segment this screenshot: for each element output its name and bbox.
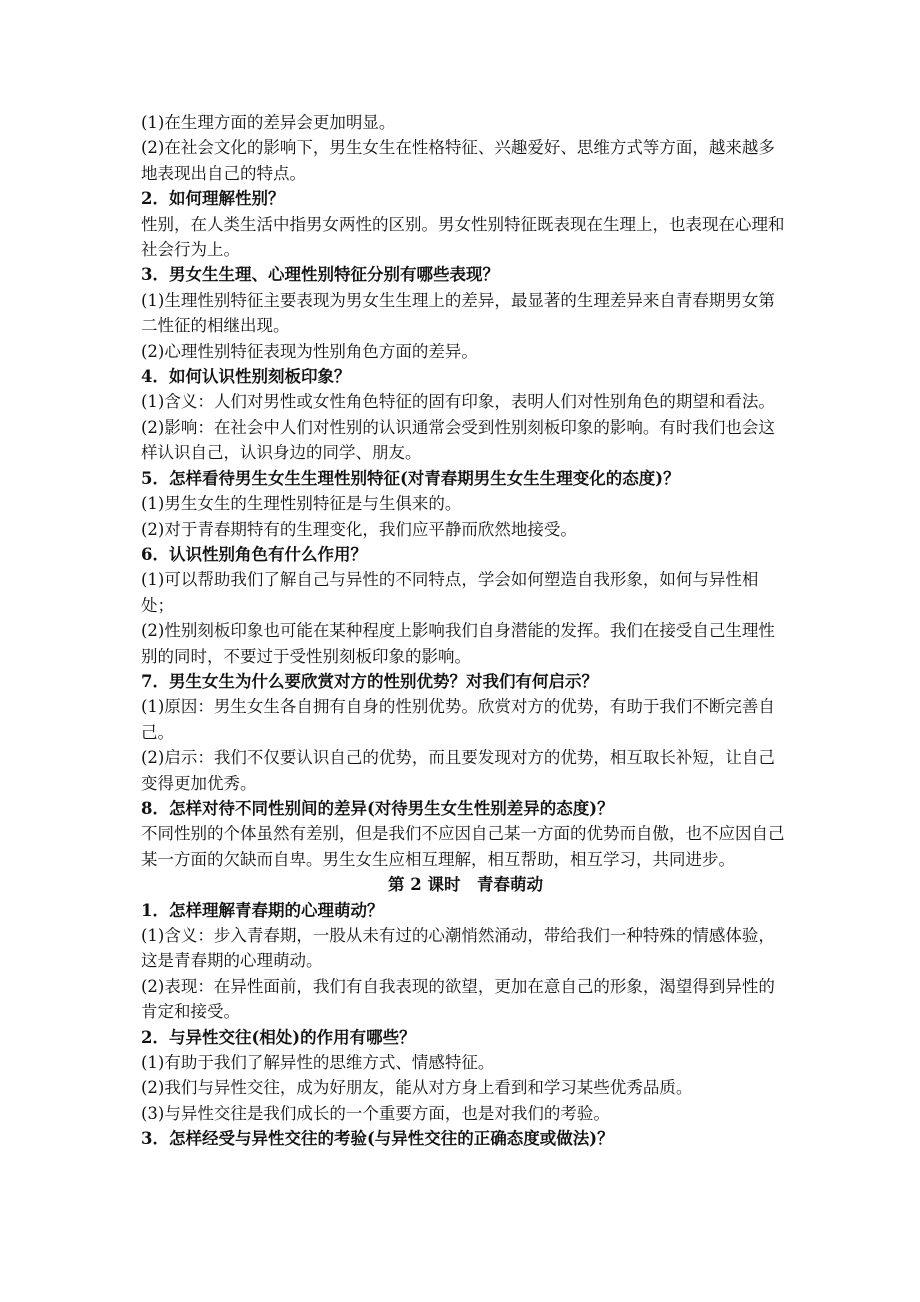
answer-paragraph: (2)表现：在异性面前，我们有自我表现的欲望，更加在意自己的形象，渴望得到异性的肯定和接受。 [141, 976, 775, 1022]
question-heading: 1．怎样理解青春期的心理萌动？ [141, 900, 384, 920]
question-heading: 3．男女生生理、心理性别特征分别有哪些表现？ [141, 265, 499, 285]
answer-paragraph: (2)我们与异性交往，成为好朋友，能从对方身上看到和学习某些优秀品质。 [141, 1078, 693, 1098]
answer-paragraph: (1)有助于我们了解异性的思维方式、情感特征。 [141, 1053, 495, 1073]
document-page [141, 110, 786, 1152]
answer-paragraph: (1)可以帮助我们了解自己与异性的不同特点，学会如何塑造自我形象，如何与异性相处； [141, 570, 759, 615]
answer-paragraph: (3)与异性交往是我们成长的一个重要方面，也是对我们的考验。 [141, 1103, 610, 1123]
question-heading: 2．与异性交往(相处)的作用有哪些？ [141, 1027, 416, 1047]
answer-paragraph: (2)心理性别特征表现为性别角色方面的差异。 [141, 341, 478, 361]
question-heading: 7．男生女生为什么要欣赏对方的性别优势？对我们有何启示？ [141, 671, 598, 691]
answer-paragraph: (2)影响：在社会中人们对性别的认识通常会受到性别刻板印象的影响。有时我们也会这样认识自己，认识身边的同学、朋友。 [141, 417, 775, 463]
question-heading: 3．怎样经受与异性交往的考验(与异性交往的正确态度或做法)？ [141, 1129, 614, 1149]
answer-paragraph: (1)在生理方面的差异会更加明显。 [141, 113, 396, 132]
answer-paragraph: 性别，在人类生活中指男女两性的区别。男女性别特征既表现在生理上，也表现在心理和社会行为上。 [141, 214, 785, 260]
question-heading: 6．认识性别角色有什么作用？ [141, 544, 367, 564]
answer-paragraph: (2)性别刻板印象也可能在某种程度上影响我们自身潜能的发挥。我们在接受自己生理性别的同时，不要过于受性别刻板印象的影响。 [141, 621, 775, 666]
answer-paragraph: (2)在社会文化的影响下，男生女生在性格特征、兴趣爱好、思维方式等方面，越来越多地表现出自己的特点。 [141, 138, 775, 183]
question-heading: 8．怎样对待不同性别间的差异(对待男生女生性别差异的态度)？ [141, 798, 614, 818]
answer-paragraph: (1)原因：男生女生各自拥有自身的性别优势。欣赏对方的优势，有助于我们不断完善自己。 [141, 697, 775, 742]
question-heading: 5．怎样看待男生女生生理性别特征(对青春期男生女生生理变化的态度)？ [141, 468, 680, 488]
answer-paragraph: (1)生理性别特征主要表现为男女生生理上的差异，最显著的生理差异来自青春期男女第二性征的相继出现。 [141, 290, 775, 336]
answer-paragraph: (1)含义：步入青春期，一股从未有过的心潮悄然涌动，带给我们一种特殊的情感体验，这是青春期的心理萌动。 [141, 926, 775, 971]
question-heading: 4．如何认识性别刻板印象？ [141, 367, 351, 387]
answer-paragraph: (1)含义：人们对男性或女性角色特征的固有印象，表明人们对性别角色的期望和看法。 [141, 392, 775, 412]
question-heading: 2．如何理解性别？ [141, 189, 285, 209]
answer-paragraph: 不同性别的个体虽然有差别，但是我们不应因自己某一方面的优势而自傲，也不应因自己某一方面的欠缺而自卑。男生女生应相互理解，相互帮助，相互学习，共同进步。 [141, 824, 785, 869]
lesson-title: 第 2 课时 青春萌动 [388, 875, 543, 895]
answer-paragraph: (1)男生女生的生理性别特征是与生俱来的。 [141, 494, 462, 514]
answer-paragraph: (2)启示：我们不仅要认识自己的优势，而且要发现对方的优势，相互取长补短，让自己变得更加优秀。 [141, 748, 775, 793]
answer-paragraph: (2)对于青春期特有的生理变化，我们应平静而欣然地接受。 [141, 519, 577, 539]
